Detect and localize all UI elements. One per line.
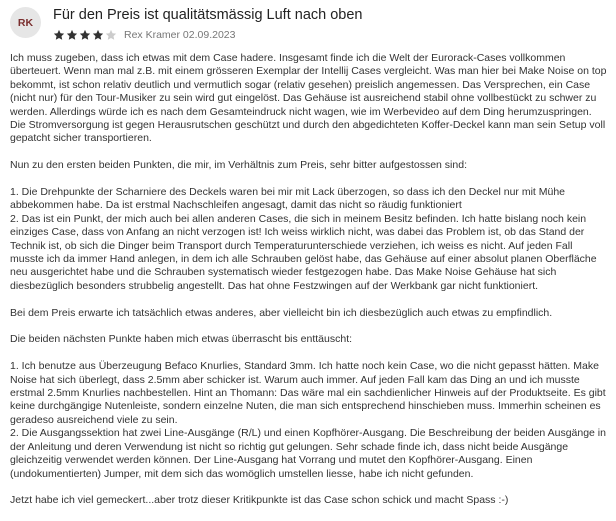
avatar <box>10 7 41 38</box>
review-point-hinges: 1. Die Drehpunkte der Scharniere des Deckels waren bei mir mit Lack überzogen, so dass ich den Deckel nur mit Mühe abbekommen habe. Da ist erstmal Nachschleifen angesagt, damit das nicht so räudig funktioniert <box>10 186 566 212</box>
star-filled-icon <box>79 29 91 41</box>
review-paragraph-next-points-intro: Die beiden nächsten Punkte haben mich etwas überrascht bis enttäuscht: <box>10 333 353 346</box>
reviewer-name-date: Rex Kramer 02.09.2023 <box>124 29 236 41</box>
review-point-output-section: 2. Die Ausgangssektion hat zwei Line-Ausgänge (R/L) und einen Kopfhörer-Ausgang. Die Beschreibung der beiden Ausgänge in der Anleitung und deren Verwendung ist nicht so richtig gut gelungen. Sehr schade finde ich, dass nicht beide Ausgänge gleichzeitig verwendet werden können. Der Line-Ausgang hat Vorrang und mutet den Kopfhörer-Ausgang. Einen (undokumentierten) Jumper, mit dem sich das womöglich umstellen liesse, habe ich nicht gefunden. <box>10 427 606 480</box>
review-point-knurlies: 1. Ich benutze aus Überzeugung Befaco Knurlies, Standard 3mm. Ich hatte noch kein Case, wo die nicht gepasst hätten. Make Noise hat sich überlegt, dass 2.5mm aber schicker ist. Warum auch immer. Auf jeden Fall kam das Ding an und ich musste erstmal 2.5mm Knurlies nachbestellen. Hint an Thomann: Das wäre mal ein sachdienlicher Hinweis auf der Produktseite. Es gibt keine durchgängige Nutenleiste, sondern einzelne Nuten, die man sich entsprechend hinschieben muss. Immerhin scheinen es geradeso ausreichend viele zu sein. <box>10 360 606 426</box>
avatar-initials: RK <box>17 16 34 29</box>
review-body <box>10 52 608 521</box>
review-title: Für den Preis ist qualitätsmässig Luft nach oben <box>53 7 363 23</box>
star-filled-icon <box>53 29 65 41</box>
star-filled-icon <box>92 29 104 41</box>
review-point-warped-case: 2. Das ist ein Punkt, der mich auch bei allen anderen Cases, die sich in meinem Besitz befinden. Ich hatte bislang noch kein einziges Case, dass von Anfang an nicht verzogen ist! Ich weiss wirklich nicht, was dabei das Problem ist, ob das Stand der Technik ist, ob sich die Dinger beim Transport durch Temperaturunterschiede verziehen, ich weiss es nicht. Auf jeden Fall musste ich da immer Hand anlegen, in dem ich alle Schrauben gelöst habe, das Gehäuse auf einer absolut planen Oberfläche neu ausgerichtet habe und die Schrauben systematisch wieder festgezogen habe. Das Make Noise Gehäuse hat sich diesbezüglich besonders strubbelig angestellt. Das hat ohne Festzwingen auf der Werkbank gar nicht funktioniert. <box>10 212 597 292</box>
star-rating <box>53 29 117 41</box>
review-meta <box>53 28 235 42</box>
review-paragraph-conclusion: Jetzt habe ich viel gemeckert...aber trotz dieser Kritikpunkte ist das Case schon schick und macht Spass :-) <box>10 494 509 507</box>
star-filled-icon <box>66 29 78 41</box>
review-paragraph-intro: Ich muss zugeben, dass ich etwas mit dem Case hadere. Insgesamt finde ich die Welt der Eurorack-Cases vollkommen überteuert. Wenn man mal z.B. mit einem grösseren Exemplar der Intellij Cases vergleicht. Was man hier bei Make Noise on top bekommt, ist schon relativ deutlich und vermutlich sogar (relativ gesehen) preislich angemessen. Das Versprechen, ein Case (nicht nur) für den Tour-Musiker zu sein wird gut eingelöst. Das Gehäuse ist ausreichend stabil ohne vollbestückt zu schwer zu werden. Allerdings würde ich es nach dem Gesamteindruck nicht wagen, wie im Werbevideo auf dem Ding herumzuspringen. Die Stromversorgung ist gegen Herausrutschen geschützt und durch den abgedichteten Koffer-Deckel kann man sein Setup voll gepatcht sicher transportieren. <box>10 52 607 145</box>
review-paragraph-first-points-intro: Nun zu den ersten beiden Punkten, die mir, im Verhältnis zum Preis, sehr bitter aufgestossen sind: <box>10 159 467 172</box>
review-paragraph-price-expectation: Bei dem Preis erwarte ich tatsächlich etwas anderes, aber vielleicht bin ich diesbezüglich auch etwas zu empfindlich. <box>10 306 553 319</box>
star-empty-icon <box>105 29 117 41</box>
